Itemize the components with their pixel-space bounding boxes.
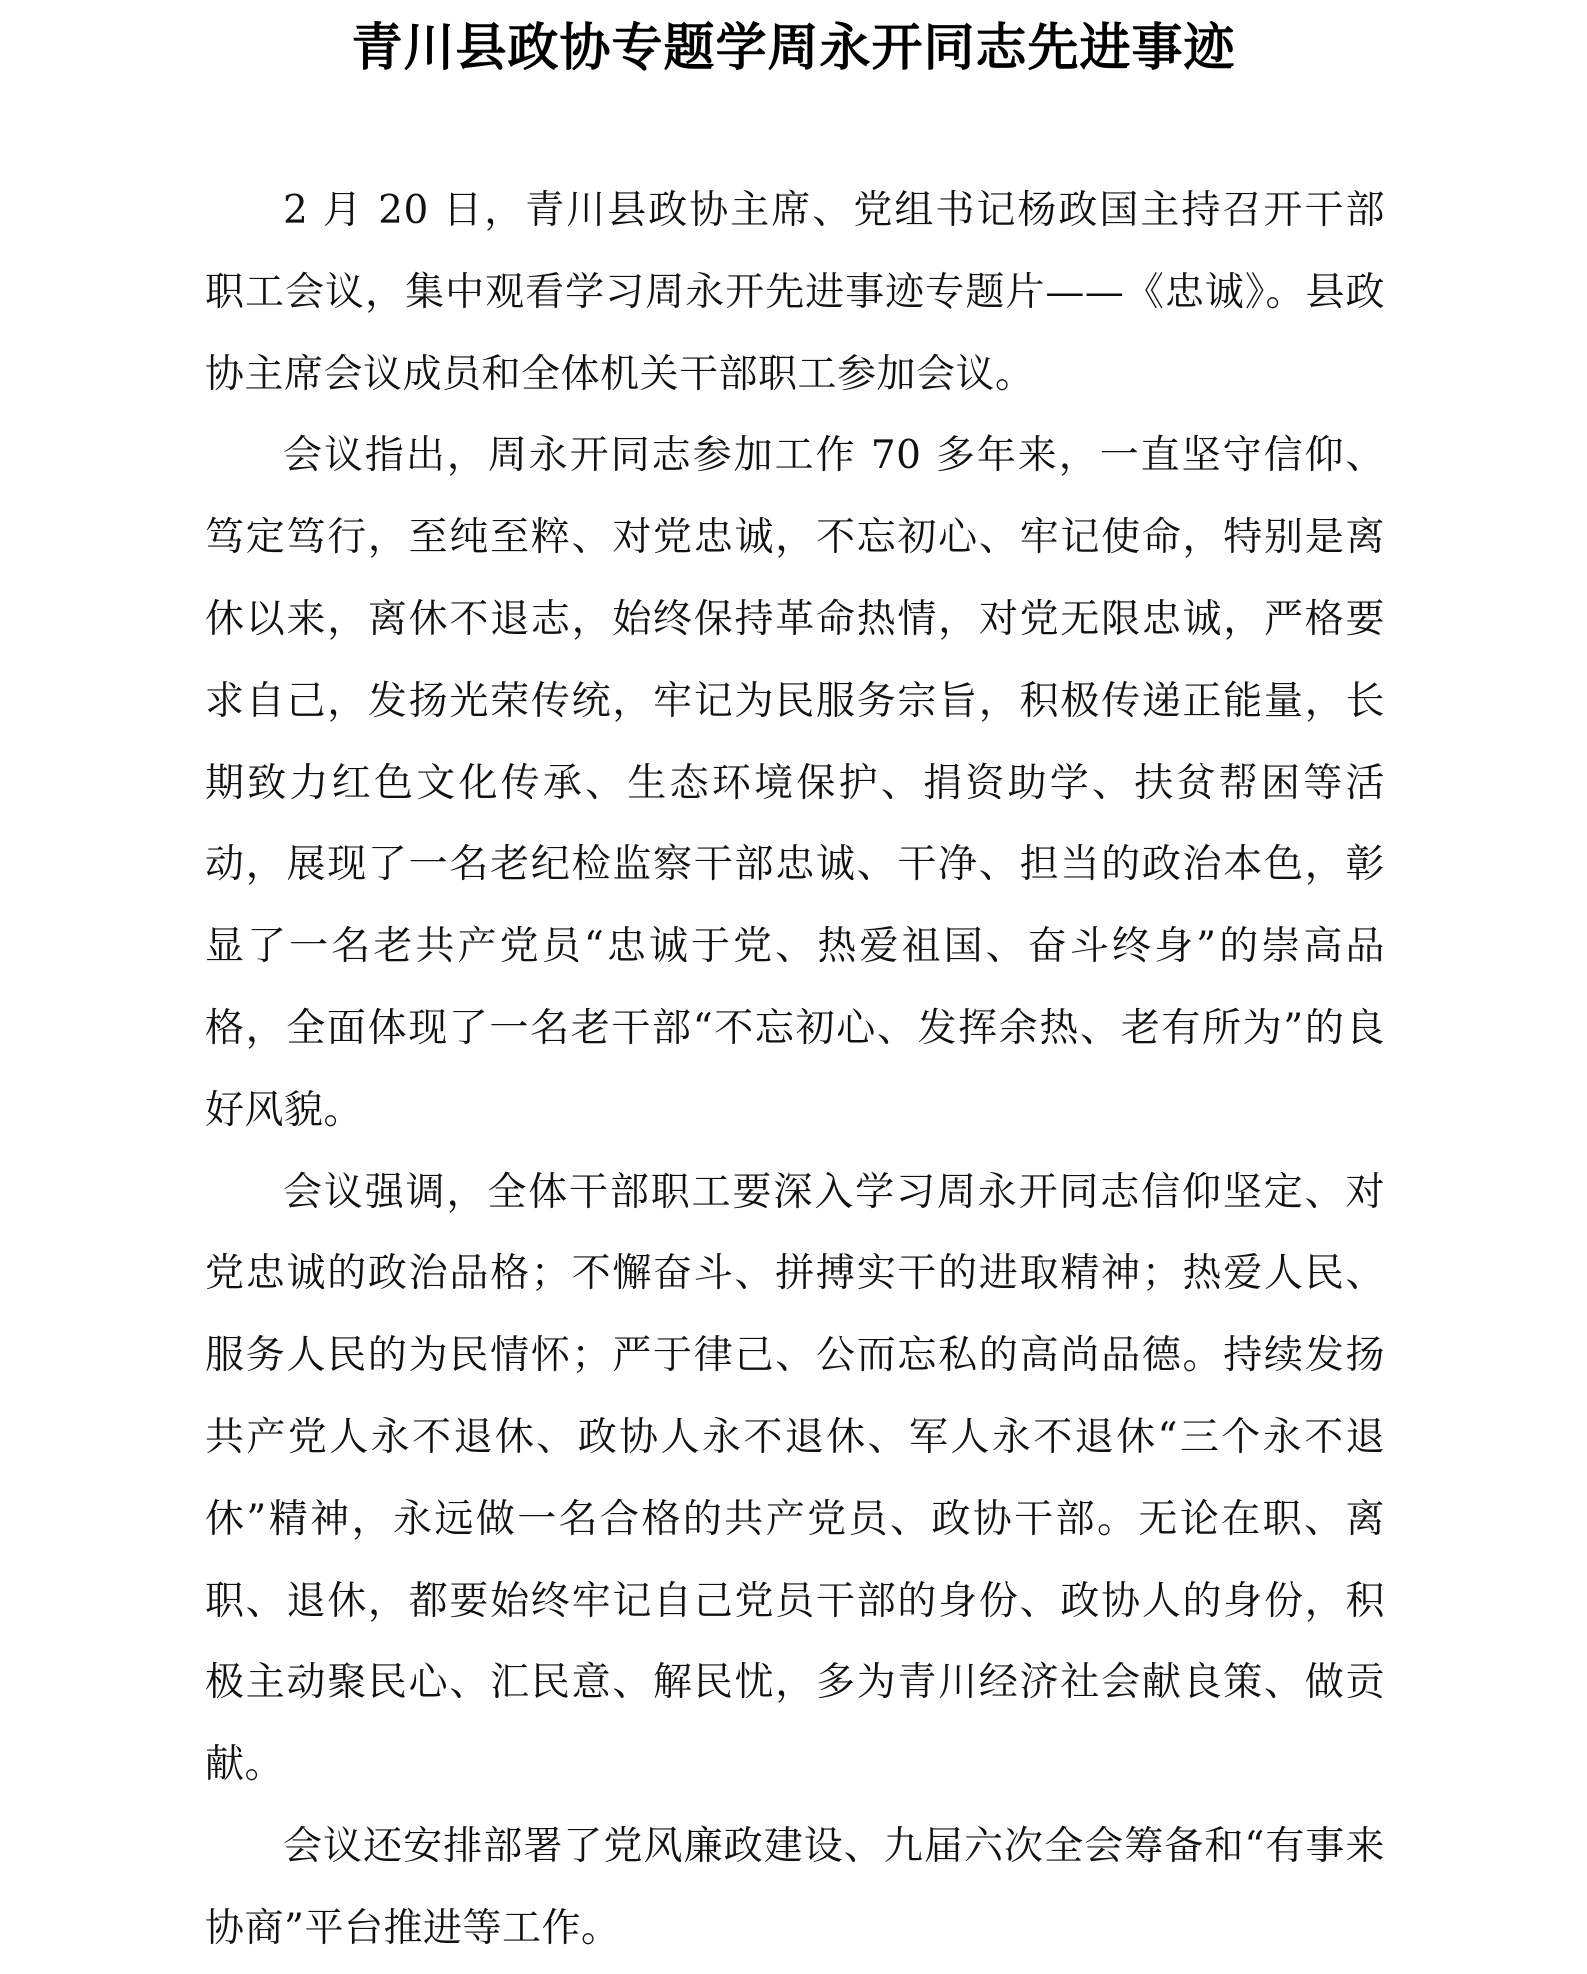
document-title: 青川县政协专题学周永开同志先进事迹 (351, 18, 1236, 78)
paragraph-meeting-intro: 2 月 20 日，青川县政协主席、党组书记杨政国主持召开干部职工会议，集中观看学习周永开先进事迹专题片——《忠诚》。县政协主席会议成员和全体机关干部职工参加会议。 (205, 188, 1385, 397)
document-body (205, 170, 1385, 1970)
paragraph-meeting-points: 会议指出，周永开同志参加工作 70 多年来，一直坚守信仰、笃定笃行，至纯至粹、对党忠诚，不忘初心、牢记使命，特别是离休以来，离休不退志，始终保持革命热情，对党无限忠诚，严格要求自己，发扬光荣传统，牢记为民服务宗旨，积极传递正能量，长期致力红色文化传承、生态环境保护、捐资助学、扶贫帮困等活动，展现了一名老纪检监察干部忠诚、干净、担当的政治本色，彰显了一名老共产党员“忠诚于党、热爱祖国、奋斗终身”的崇高品格，全面体现了一名老干部“不忘初心、发挥余热、老有所为”的良好风貌。 (205, 433, 1385, 1133)
paragraph-meeting-emphasis: 会议强调，全体干部职工要深入学习周永开同志信仰坚定、对党忠诚的政治品格；不懈奋斗、拼搏实干的进取精神；热爱人民、服务人民的为民情怀；严于律己、公而忘私的高尚品德。持续发扬共产党人永不退休、政协人永不退休、军人永不退休“三个永不退休”精神，永远做一名合格的共产党员、政协干部。无论在职、离职、退休，都要始终牢记自己党员干部的身份、政协人的身份，积极主动聚民心、汇民意、解民忧，多为青川经济社会献良策、做贡献。 (205, 1169, 1385, 1788)
paragraph-meeting-arrangements: 会议还安排部署了党风廉政建设、九届六次全会筹备和“有事来协商”平台推进等工作。 (205, 1823, 1385, 1951)
